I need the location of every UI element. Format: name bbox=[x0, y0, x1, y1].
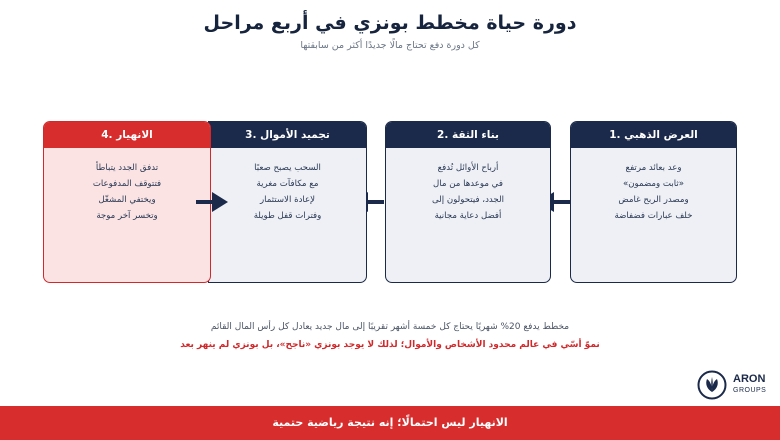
stage-description: وعد بعائد مرتفع «ثابت ومضمون» ومصدر الربح غامض خلف عبارات فضفاضة bbox=[614, 163, 693, 221]
footer-banner: الانهيار ليس احتمالًا؛ إنه نتيجة رياضية حتمية bbox=[0, 406, 780, 440]
brand-logo bbox=[697, 370, 773, 402]
arrow-right-icon bbox=[196, 191, 228, 213]
brand-subname: GROUPS bbox=[733, 387, 767, 394]
leaf-logo-icon bbox=[697, 370, 727, 400]
stage-description: أرباح الأوائل تُدفع في موعدها من مال الجدد، فيتحولون إلى أفضل دعاية مجانية bbox=[432, 163, 504, 221]
stage-header: العرض الذهبي .1 bbox=[571, 122, 736, 148]
stage-card-golden-offer bbox=[570, 121, 737, 283]
conclusion-note: نموّ أسّي في عالم محدود الأشخاص والأموال؛ لذلك لا يوجد بونزي «ناجح»، بل بونزي لم ينهر بعد bbox=[180, 340, 600, 350]
stage-header: الانهيار .4 bbox=[44, 122, 210, 148]
stage-header: بناء الثقة .2 bbox=[386, 122, 550, 148]
stage-description: السحب يصبح صعبًا مع مكافآت مغرية لإعادة الاستثمار وفترات قفل طويلة bbox=[253, 163, 322, 221]
stage-header: تجميد الأموال .3 bbox=[209, 122, 366, 148]
page-title: دورة حياة مخطط بونزي في أربع مراحل bbox=[203, 12, 577, 34]
page-subtitle: كل دورة دفع تحتاج مالًا جديدًا أكثر من سابقتها bbox=[300, 40, 480, 51]
stage-description: تدفق الجدد يتباطأ فتتوقف المدفوعات ويختفي المشغّل وتخسر آخر موجة bbox=[92, 163, 162, 221]
stage-card-collapse bbox=[43, 121, 211, 283]
stage-card-building-trust bbox=[385, 121, 551, 283]
stage-card-freezing-funds bbox=[208, 121, 367, 283]
growth-note: مخطط يدفع 20% شهريًا يحتاج كل خمسة أشهر تقريبًا إلى مال جديد يعادل كل رأس المال القائم bbox=[210, 322, 570, 332]
brand-name: ARON bbox=[733, 373, 766, 385]
